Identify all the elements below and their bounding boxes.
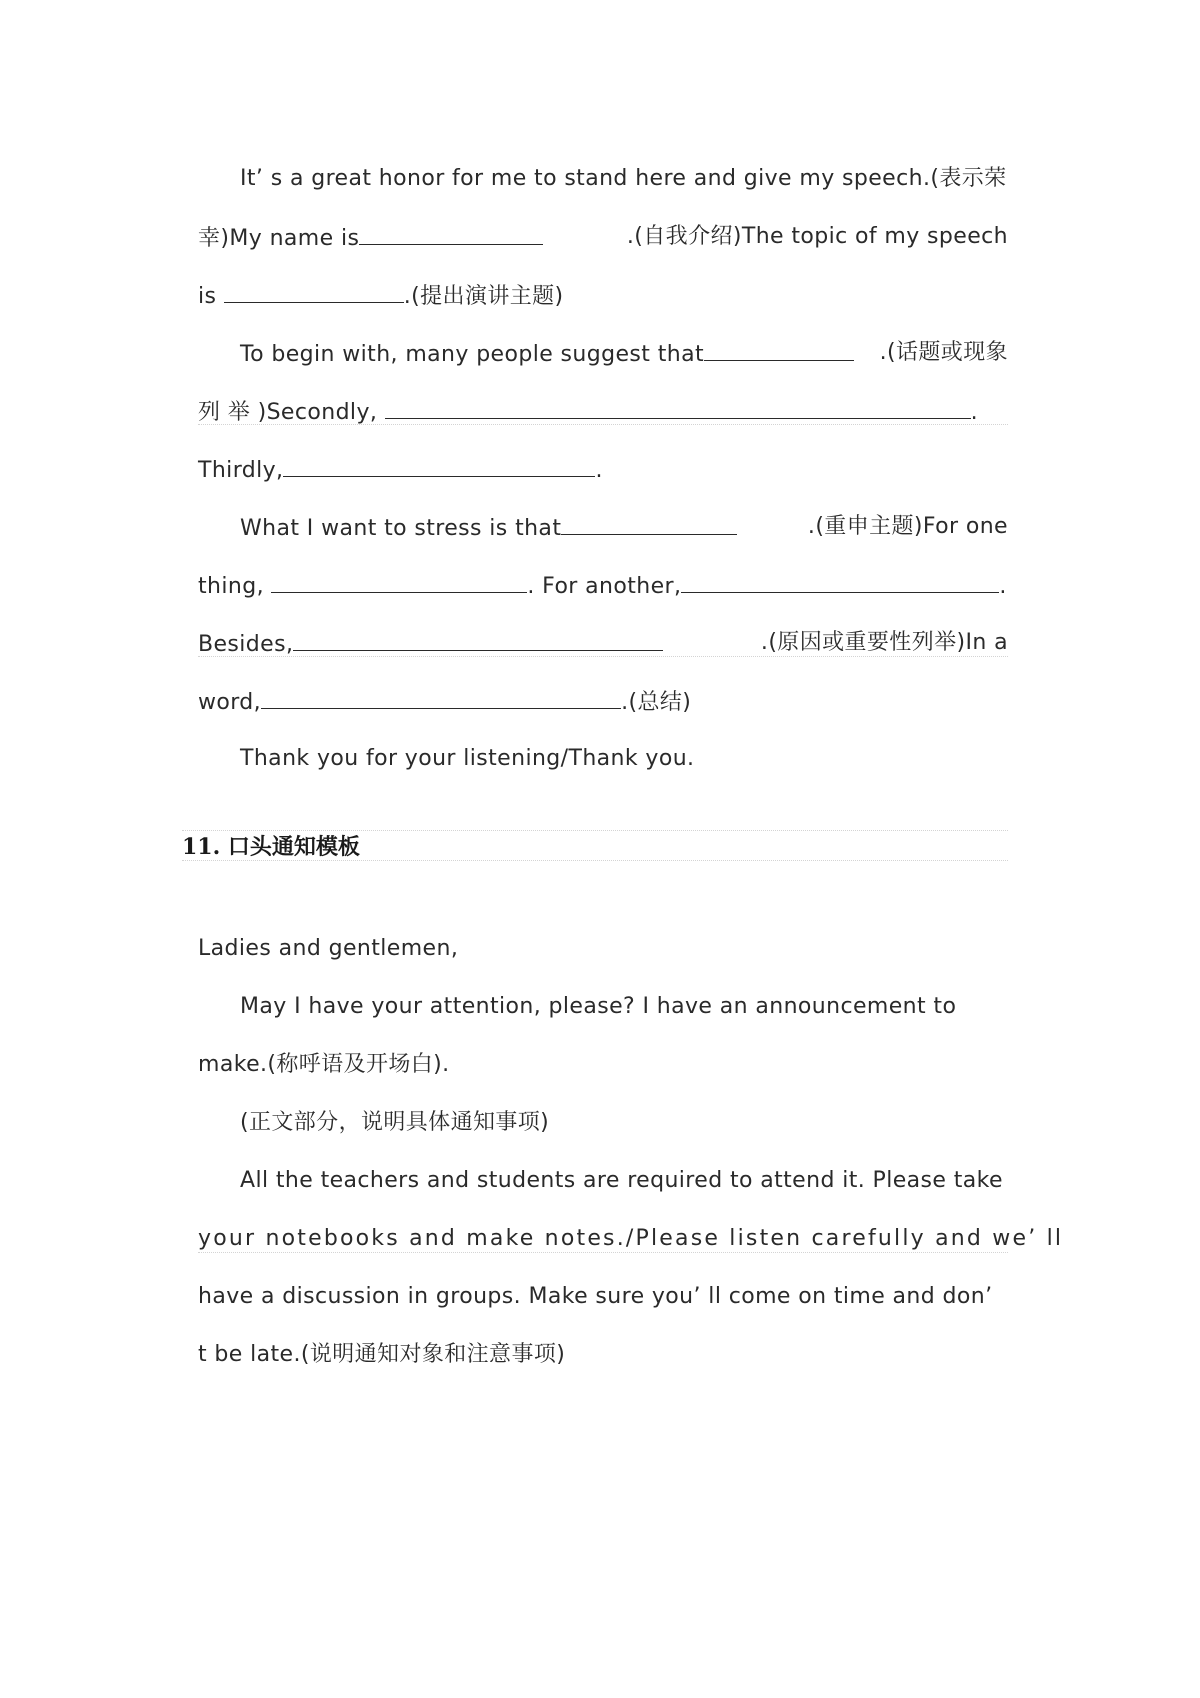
fill-blank (704, 338, 854, 361)
text-segment: Besides, (198, 628, 663, 660)
text-line (240, 992, 1008, 1022)
fill-blank (681, 570, 999, 593)
text-segment: your notebooks and make notes./Please listen carefully and we’ ll (198, 1226, 1064, 1251)
text-segment: Thank you for your listening/Thank you. (240, 746, 695, 771)
text-segment: is (198, 284, 224, 309)
text-segment: 列 举 )Secondly, (198, 400, 385, 425)
text-line (198, 280, 1008, 312)
text-segment: have a discussion in groups. Make sure you’ ll come on time and don’ (198, 1284, 993, 1309)
text-segment: .(自我介绍)The topic of my speech (626, 224, 1008, 249)
text-line (240, 512, 1008, 544)
text-line (198, 570, 1008, 602)
text-line (240, 338, 1008, 370)
text-segment: (正文部分，说明具体通知事项) (240, 1110, 550, 1135)
text-segment: To begin with, many people suggest that (240, 338, 854, 370)
text-segment: . (970, 400, 979, 425)
fill-blank (261, 686, 621, 709)
text-segment: Thirdly, (198, 458, 284, 483)
text-line (198, 686, 1008, 718)
dotted-separator (182, 860, 1008, 861)
dotted-separator (198, 424, 1008, 425)
text-segment: 幸)My name is (198, 222, 543, 254)
text-segment: make.(称呼语及开场白). (198, 1052, 450, 1077)
text-segment: It’ s a great honor for me to stand here and give my speech.(表示荣 (240, 166, 1007, 191)
text-segment: .(话题或现象 (872, 340, 1008, 365)
text-segment: .(重申主题)For one (800, 514, 1008, 539)
text-line (198, 1050, 1008, 1080)
text-line (198, 222, 1008, 254)
fill-blank (561, 512, 737, 535)
text-line (240, 1108, 1008, 1138)
text-segment: .(提出演讲主题) (403, 284, 564, 309)
text-segment: . (595, 458, 603, 483)
text-segment: . For another, (527, 574, 682, 599)
text-segment: word, (198, 690, 262, 715)
text-line (198, 1282, 1008, 1312)
text-line (198, 1224, 1064, 1254)
text-segment: . (999, 574, 1007, 599)
dotted-separator (182, 830, 1008, 831)
text-segment: Ladies and gentlemen, (198, 936, 459, 961)
text-segment: thing, (198, 574, 272, 599)
text-segment: .(总结) (621, 690, 692, 715)
fill-blank (359, 222, 543, 245)
fill-blank (385, 396, 971, 419)
text-segment: May I have your attention, please? I have an announcement to (240, 994, 957, 1019)
fill-blank (293, 628, 663, 651)
fill-blank (283, 454, 595, 477)
text-line (240, 164, 1008, 194)
dotted-separator (198, 656, 1008, 657)
section-heading: 11. 口头通知模板 (182, 834, 360, 860)
text-segment: .(原因或重要性列举)In a (753, 630, 1008, 655)
text-line (198, 934, 1008, 964)
text-line (240, 744, 1008, 774)
dotted-separator (198, 1252, 1008, 1253)
text-segment: What I want to stress is that (240, 512, 737, 544)
text-segment: t be late.(说明通知对象和注意事项) (198, 1342, 566, 1367)
fill-blank (224, 280, 404, 303)
text-line (240, 1166, 1008, 1196)
fill-blank (271, 570, 527, 593)
text-line (198, 454, 1008, 486)
text-line (198, 1340, 1008, 1370)
text-segment: All the teachers and students are required to attend it. Please take (240, 1168, 1003, 1193)
